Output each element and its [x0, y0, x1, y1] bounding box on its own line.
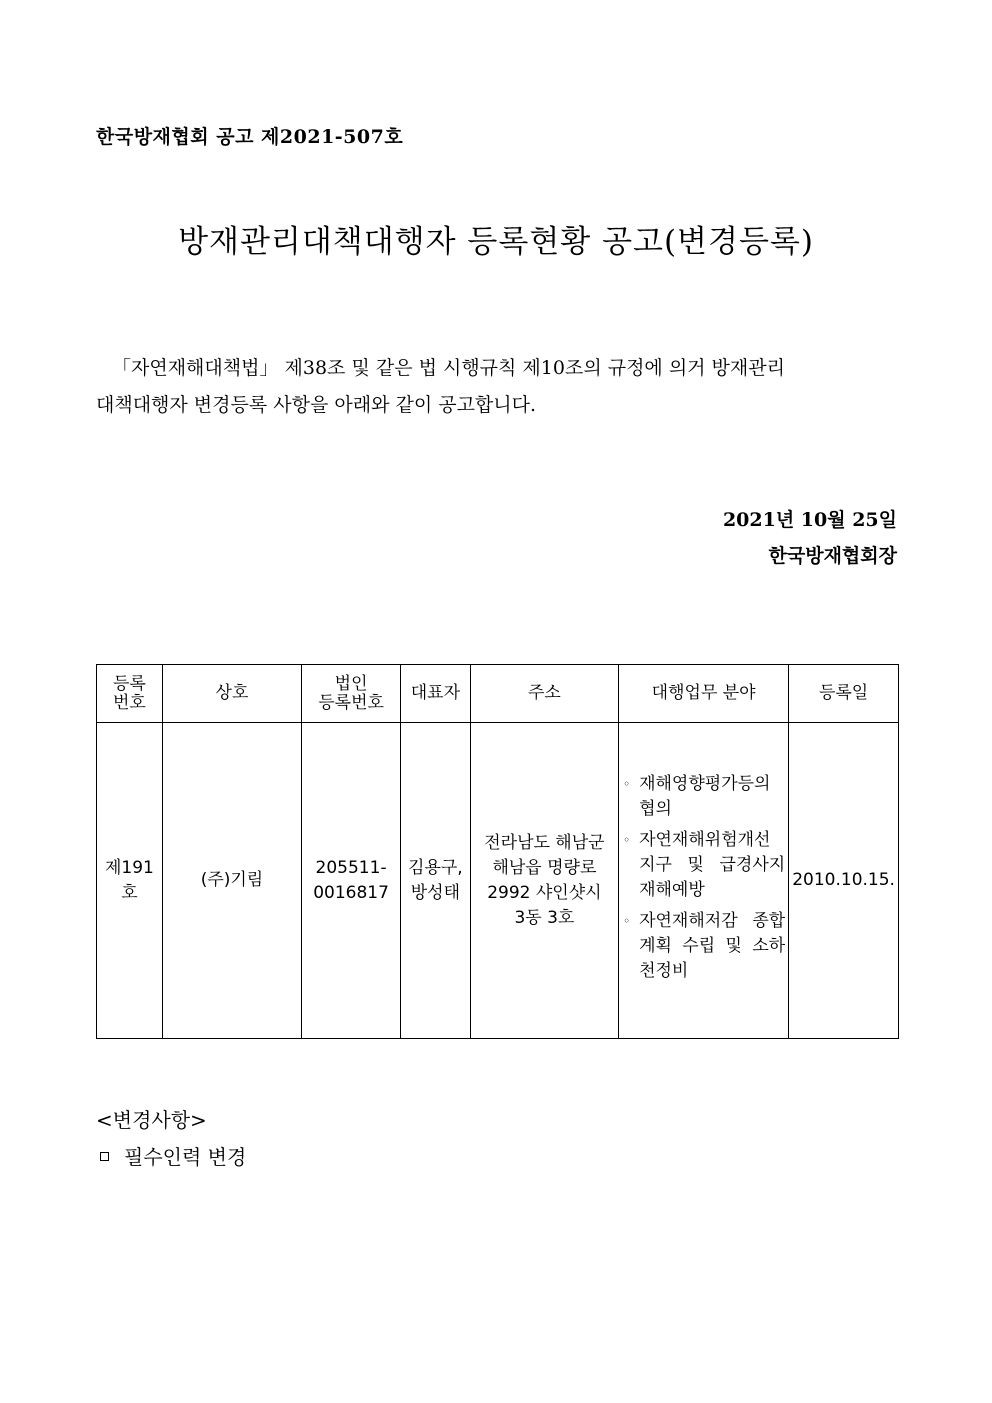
small-circle-bullet-icon: ◦ [623, 913, 631, 928]
address-line4: 3동 3호 [514, 907, 575, 928]
address-line1: 전라남도 해남군 [484, 832, 605, 853]
small-circle-bullet-icon: ◦ [623, 832, 631, 847]
cell-reg-date: 2010.10.15. [789, 723, 899, 1039]
body-line-2: 대책대행자 변경등록 사항을 아래와 같이 공고합니다. [96, 394, 537, 416]
address-line3: 2992 샤인샷시 [487, 882, 602, 903]
field-item [623, 772, 785, 822]
header-corp-no-line2: 등록번호 [318, 692, 384, 713]
header-reg-no-line1: 등록 [112, 673, 146, 694]
notice-date: 2021년 10월 25일 [722, 509, 897, 531]
corp-no-line1: 205511- [315, 857, 387, 878]
rep-line2: 방성태 [410, 882, 461, 903]
corp-no-line2: 0016817 [313, 882, 389, 903]
notice-number: 한국방재협회 공고 제2021-507호 [96, 126, 404, 148]
field-item [623, 828, 785, 903]
field-item [623, 909, 785, 984]
registration-table [96, 664, 899, 1039]
body-line-1: 「자연재해대책법」 제38조 및 같은 법 시행규칙 제10조의 규정에 의거 방재관리 [112, 357, 785, 379]
address-line2: 해남읍 명량로 [492, 857, 597, 878]
changes-item-text: 필수인력 변경 [124, 1145, 247, 1169]
changes-heading: <변경사항> [96, 1108, 207, 1132]
cell-address [470, 723, 618, 1039]
document-title: 방재관리대책대행자 등록현황 공고(변경등록) [178, 224, 814, 260]
rep-line1: 김용구, [408, 857, 463, 878]
table-row [97, 723, 899, 1039]
header-reg-no [97, 665, 163, 723]
header-corp-no-line1: 법인 [334, 673, 368, 694]
table-header-row [97, 665, 899, 723]
header-company: 상호 [162, 665, 301, 723]
header-corp-no [302, 665, 401, 723]
field-item-text: 자연재해저감 종합계획 수립 및 소하천정비 [639, 910, 786, 981]
header-representative: 대표자 [401, 665, 471, 723]
changes-item [100, 1141, 246, 1170]
header-reg-no-line2: 번호 [112, 692, 146, 713]
cell-fields [619, 723, 789, 1039]
square-bullet-icon [100, 1152, 109, 1161]
signer: 한국방재협회장 [768, 545, 897, 567]
cell-company: (주)기림 [162, 723, 301, 1039]
small-circle-bullet-icon: ◦ [623, 776, 631, 791]
header-fields: 대행업무 분야 [619, 665, 789, 723]
cell-representative [401, 723, 471, 1039]
field-item-text: 재해영향평가등의 협의 [639, 773, 771, 819]
cell-reg-no: 제191호 [97, 723, 163, 1039]
header-address: 주소 [470, 665, 618, 723]
body-paragraph [96, 350, 898, 424]
cell-corp-no [302, 723, 401, 1039]
header-reg-date: 등록일 [789, 665, 899, 723]
field-item-text: 자연재해위험개선 지구 및 급경사지 재해예방 [639, 829, 786, 900]
